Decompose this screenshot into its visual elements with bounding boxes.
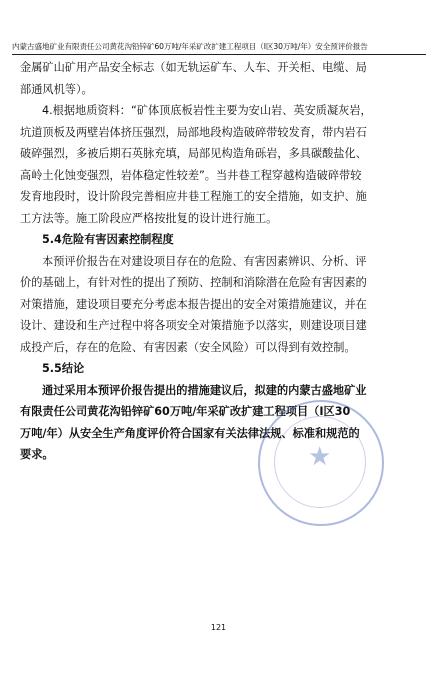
body-line: 金属矿山矿用产品安全标志（如无轨运矿车、人车、开关柜、电缆、局 (20, 61, 367, 74)
document-body (20, 57, 422, 466)
body-line: 坑道顶板及两壁岩体挤压强烈，局部地段构造破碎带较发育，带内岩石 (20, 125, 367, 139)
body-line: 成投产后，存在的危险、有害因素（安全风险）可以得到有效控制。 (20, 340, 356, 354)
body-line: 高岭土化蚀变强烈，岩体稳定性较差”。当井巷工程穿越构造破碎带较 (20, 168, 362, 182)
body-line: 部通风机等）。 (20, 82, 93, 96)
body-line: 4.根据地质资料：“矿体顶底板岩性主要为安山岩、英安质凝灰岩， (42, 104, 372, 117)
conclusion-line: 要求。 (20, 448, 54, 461)
conclusion-line: 通过采用本预评价报告提出的措施建议后，拟建的内蒙古盛地矿业 (42, 383, 367, 397)
body-line: 工方法等。施工阶段应严格按批复的设计进行施工。 (20, 211, 278, 225)
body-line: 对策措施，建设项目要充分考虑本报告提出的安全对策措施建议，并在 (20, 297, 367, 311)
conclusion-line: 有限责任公司黄花沟铅锌矿60万吨/年采矿改扩建工程项目（Ⅰ区30 (20, 405, 351, 418)
body-line: 发育地段时，设计阶段完善相应井巷工程施工的安全措施，如支护、施 (20, 190, 367, 203)
page-header: 内蒙古盛地矿业有限责任公司黄花沟铅锌矿60万吨/年采矿改扩建工程项目（Ⅰ区30万吨/年）安全预评价报告 (12, 42, 368, 51)
header-rule (12, 54, 426, 55)
body-line: 设计、建设和生产过程中将各项安全对策措施予以落实，则建设项目建 (20, 319, 367, 332)
seal-star-icon: ★ (308, 442, 332, 472)
body-line: 本预评价报告在对建设项目存在的危险、有害因素辨识、分析、评 (42, 254, 367, 268)
section-heading-5-4: 5.4危险有害因素控制程度 (42, 233, 174, 246)
section-heading-5-5: 5.5结论 (42, 362, 85, 375)
body-line: 破碎强烈，多被后期石英脉充填，局部见构造角砾岩，多具碳酸盐化、 (20, 147, 367, 160)
body-line: 价的基础上，有针对性的提出了预防、控制和消除潜在危险有害因素的 (20, 276, 367, 289)
conclusion-line: 万吨/年）从安全生产角度评价符合国家有关法律法规、标准和规范的 (20, 426, 360, 440)
page-number: 121 (210, 623, 227, 632)
